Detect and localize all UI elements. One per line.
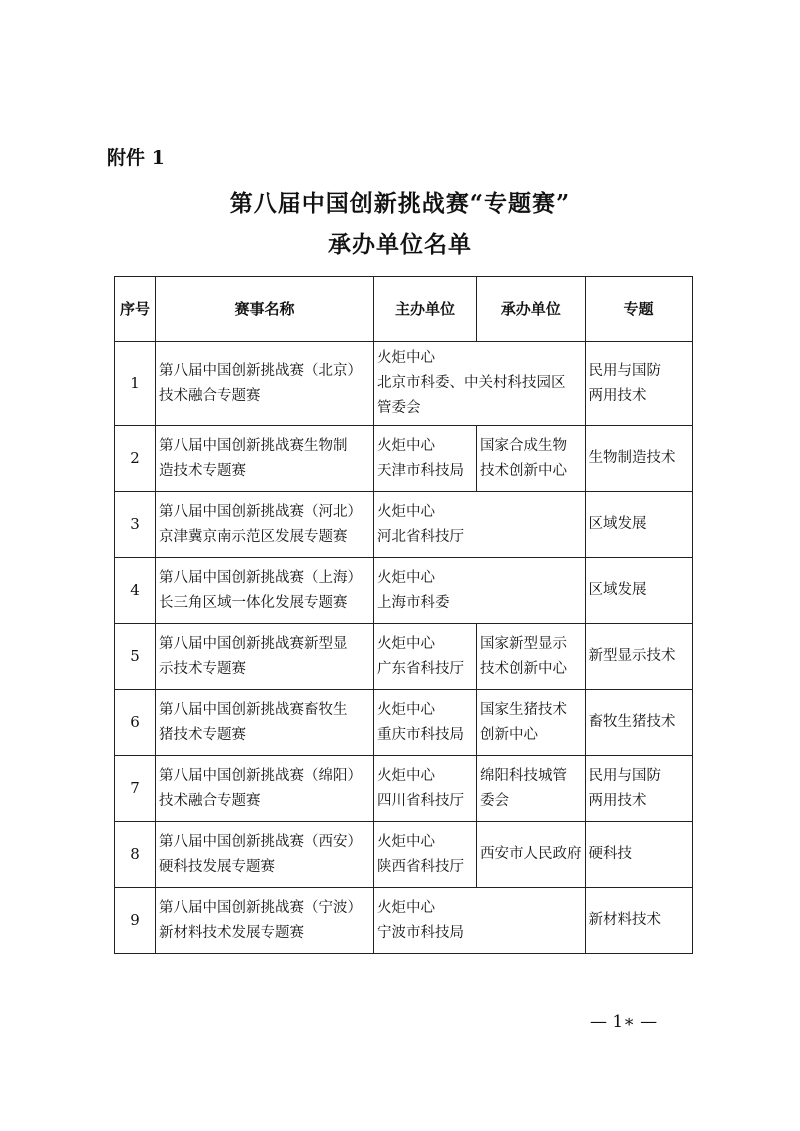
cell-organizer-line: 技术创新中心 <box>480 660 567 677</box>
cell-host <box>374 822 477 888</box>
cell-host <box>374 888 586 954</box>
cell-no: 5 <box>115 624 156 690</box>
cell-name-line: 第八届中国创新挑战赛（河北） <box>159 503 362 520</box>
cell-host-line: 火炬中心 <box>377 437 435 454</box>
table-row <box>115 888 693 954</box>
cell-no: 4 <box>115 558 156 624</box>
cell-topic-line: 民用与国防 <box>588 362 661 379</box>
cell-host-line: 火炬中心 <box>377 569 435 586</box>
cell-no: 2 <box>115 426 156 492</box>
cell-host <box>374 558 586 624</box>
cell-host-line: 北京市科委、中关村科技园区 <box>377 375 566 391</box>
cell-host-line: 火炬中心 <box>377 833 435 850</box>
cell-host <box>374 342 586 426</box>
cell-topic-line: 硬科技 <box>588 846 632 862</box>
cell-organizer-line: 创新中心 <box>480 726 538 743</box>
cell-name-line: 猪技术专题赛 <box>159 726 246 743</box>
cell-organizer <box>477 624 586 690</box>
cell-host-line: 火炬中心 <box>377 899 435 916</box>
cell-host <box>374 690 477 756</box>
cell-name-line: 长三角区域一体化发展专题赛 <box>159 594 348 611</box>
header-name: 赛事名称 <box>156 277 374 342</box>
cell-topic <box>585 624 692 690</box>
cell-no: 1 <box>115 342 156 426</box>
cell-name-line: 第八届中国创新挑战赛畜牧生 <box>159 701 348 718</box>
cell-host-line: 火炬中心 <box>377 635 435 652</box>
cell-host-line: 火炬中心 <box>377 701 435 718</box>
cell-host-line: 重庆市科技局 <box>377 726 464 743</box>
cell-name <box>156 822 374 888</box>
cell-topic-line: 区域发展 <box>588 582 647 598</box>
cell-host-line: 四川省科技厅 <box>377 792 464 809</box>
table-row <box>115 558 693 624</box>
cell-topic-line: 两用技术 <box>588 387 647 404</box>
page-subtitle: 承办单位名单 <box>328 231 472 258</box>
cell-topic-line: 民用与国防 <box>588 767 661 784</box>
table-row <box>115 492 693 558</box>
cell-organizer <box>477 822 586 888</box>
cell-name <box>156 690 374 756</box>
cell-topic-line: 新型显示技术 <box>588 648 676 664</box>
cell-no: 9 <box>115 888 156 954</box>
cell-topic <box>585 822 692 888</box>
cell-name-line: 造技术专题赛 <box>159 462 246 479</box>
header-organizer: 承办单位 <box>477 277 586 342</box>
cell-topic <box>585 426 692 492</box>
cell-name <box>156 492 374 558</box>
cell-name-line: 第八届中国创新挑战赛（宁波） <box>159 899 362 916</box>
table-row <box>115 426 693 492</box>
cell-name <box>156 342 374 426</box>
cell-host-line: 火炬中心 <box>377 350 435 366</box>
table-row <box>115 342 693 426</box>
attachment-label: 附件 1 <box>107 147 165 169</box>
cell-no: 8 <box>115 822 156 888</box>
page-number: — 1∗ — <box>590 1012 658 1032</box>
table-body <box>115 342 693 954</box>
cell-name-line: 示技术专题赛 <box>159 660 246 677</box>
cell-name-line: 第八届中国创新挑战赛（西安） <box>159 833 362 850</box>
cell-host <box>374 756 477 822</box>
cell-name-line: 硬科技发展专题赛 <box>159 858 275 875</box>
cell-name-line: 第八届中国创新挑战赛（北京） <box>159 362 362 379</box>
cell-name-line: 技术融合专题赛 <box>159 387 261 404</box>
cell-host <box>374 426 477 492</box>
cell-organizer <box>477 756 586 822</box>
cell-organizer-line: 国家新型显示 <box>480 635 567 652</box>
cell-name <box>156 888 374 954</box>
cell-name-line: 第八届中国创新挑战赛（上海） <box>159 569 362 586</box>
cell-topic <box>585 342 692 426</box>
header-topic: 专题 <box>585 277 692 342</box>
cell-host <box>374 624 477 690</box>
cell-name-line: 技术融合专题赛 <box>159 792 261 809</box>
cell-name <box>156 558 374 624</box>
cell-topic <box>585 558 692 624</box>
cell-topic-line: 区域发展 <box>588 516 647 532</box>
cell-name-line: 第八届中国创新挑战赛（绵阳） <box>159 767 362 784</box>
cell-host-line: 火炬中心 <box>377 503 435 520</box>
cell-organizer <box>477 426 586 492</box>
cell-host-line: 宁波市科技局 <box>377 924 464 941</box>
cell-topic-line: 畜牧生猪技术 <box>588 714 676 730</box>
cell-organizer-line: 国家合成生物 <box>480 437 567 454</box>
cell-organizer-line: 国家生猪技术 <box>480 701 567 718</box>
cell-name-line: 新材料技术发展专题赛 <box>159 924 304 941</box>
cell-name-line: 第八届中国创新挑战赛生物制 <box>159 437 348 454</box>
header-host: 主办单位 <box>374 277 477 342</box>
table-row <box>115 690 693 756</box>
cell-topic-line: 新材料技术 <box>588 912 661 928</box>
cell-name-line: 第八届中国创新挑战赛新型显 <box>159 635 348 652</box>
cell-no: 7 <box>115 756 156 822</box>
organizer-table <box>114 276 693 954</box>
cell-host-line: 陕西省科技厅 <box>377 858 464 875</box>
cell-name-line: 京津冀京南示范区发展专题赛 <box>159 528 348 545</box>
cell-host-line: 广东省科技厅 <box>377 660 464 677</box>
cell-organizer-line: 委会 <box>480 792 509 809</box>
cell-no: 6 <box>115 690 156 756</box>
cell-host-line: 火炬中心 <box>377 767 435 784</box>
cell-topic-line: 生物制造技术 <box>588 450 676 466</box>
cell-organizer <box>477 690 586 756</box>
cell-name <box>156 426 374 492</box>
header-no: 序号 <box>115 277 156 342</box>
cell-topic <box>585 756 692 822</box>
cell-organizer-line: 绵阳科技城管 <box>480 767 567 784</box>
table-row <box>115 822 693 888</box>
cell-organizer-line: 西安市人民政府 <box>480 846 582 862</box>
cell-host-line: 天津市科技局 <box>377 462 464 479</box>
cell-host-line: 河北省科技厅 <box>377 528 464 545</box>
cell-topic <box>585 888 692 954</box>
table-row <box>115 624 693 690</box>
table-header-row <box>115 277 693 342</box>
cell-host-line: 管委会 <box>377 400 421 416</box>
cell-topic-line: 两用技术 <box>588 792 647 809</box>
page-title: 第八届中国创新挑战赛“专题赛” <box>229 190 571 217</box>
cell-no: 3 <box>115 492 156 558</box>
table-row <box>115 756 693 822</box>
cell-topic <box>585 492 692 558</box>
cell-host <box>374 492 586 558</box>
cell-topic <box>585 690 692 756</box>
cell-organizer-line: 技术创新中心 <box>480 462 567 479</box>
cell-host-line: 上海市科委 <box>377 594 450 611</box>
cell-name <box>156 624 374 690</box>
cell-name <box>156 756 374 822</box>
